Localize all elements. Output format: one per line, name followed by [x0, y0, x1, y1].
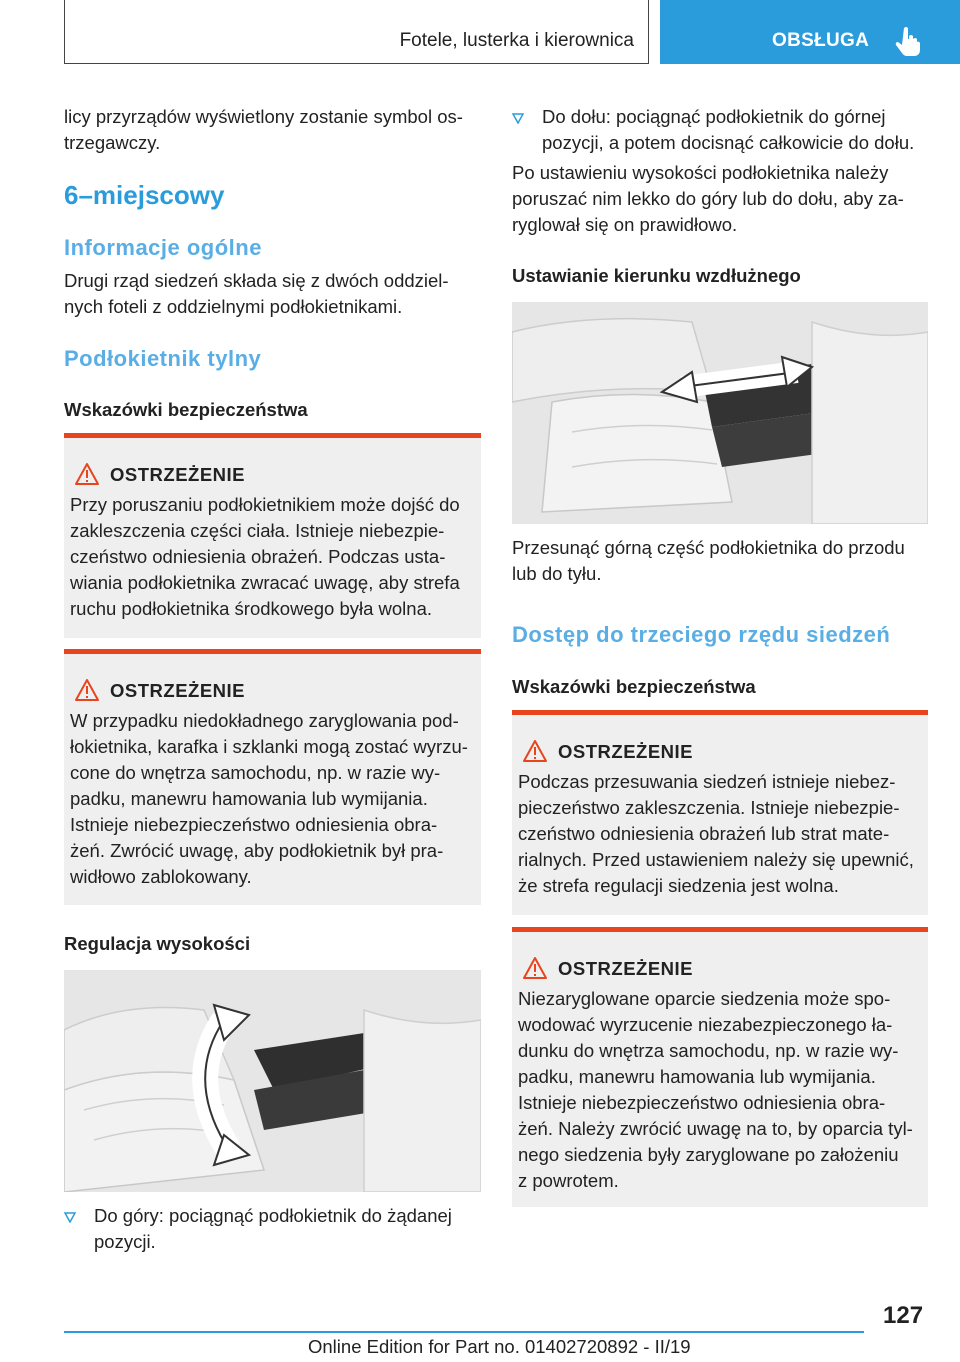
warning-text — [518, 986, 928, 1194]
warning-triangle-icon — [74, 678, 100, 702]
text-line: dunku do wnętrza samochodu, np. w razie wy- — [518, 1040, 899, 1061]
hand-pointer-icon — [892, 24, 924, 56]
text-line: czeństwo odniesienia obrażeń lub strat mate- — [518, 823, 890, 844]
slide-instruction-text — [512, 535, 905, 587]
armrest-slide-figure — [512, 302, 928, 524]
text-line: Do góry: pociągnąć podłokietnik do żądanej — [94, 1205, 452, 1226]
page-number: 127 — [883, 1302, 924, 1329]
text-line: Przesunąć górną część podłokietnika do przodu — [512, 537, 905, 558]
text-line: padku, manewru hamowania lub wymijania. — [70, 788, 428, 809]
heading-height-adjustment: Regulacja wysokości — [64, 933, 251, 954]
intro-text — [64, 104, 463, 156]
text-line: żeń. Zwrócić uwagę, aby podłokietnik był pra- — [70, 840, 444, 861]
warning-title: OSTRZEŻENIE — [110, 464, 246, 485]
warning-triangle-icon — [74, 462, 100, 486]
text-line: nego siedzenia były zaryglowane po założeniu — [518, 1144, 899, 1165]
footer-edition: Online Edition for Part no. 01402720892 - II/19 — [308, 1336, 691, 1357]
text-line: poruszać nim lekko do góry lub do dołu, aby za- — [512, 188, 904, 209]
warning-text — [70, 708, 480, 890]
warning-triangle-icon — [522, 739, 548, 763]
warning-box — [64, 433, 481, 638]
bullet-triangle-icon — [64, 1211, 76, 1223]
warning-box — [512, 927, 928, 1207]
text-line: z powrotem. — [518, 1170, 619, 1191]
text-line: wiania podłokietnika zwracać uwagę, aby strefa — [70, 572, 460, 593]
armrest-slide-illustration — [512, 302, 928, 524]
text-line: lub do tyłu. — [512, 563, 602, 584]
text-line: trzegawczy. — [64, 132, 161, 153]
heading-6-seat: 6–miejscowy — [64, 180, 225, 210]
list-item-text — [94, 1203, 452, 1255]
list-item — [64, 1203, 481, 1255]
text-line: ruchu podłokietnika środkowego była wolna. — [70, 598, 432, 619]
text-line: padku, manewru hamowania lub wymijania. — [518, 1066, 876, 1087]
chapter-title: Fotele, lusterka i kierownica — [399, 30, 634, 51]
text-line: Przy poruszaniu podłokietnikiem może dojść do — [70, 494, 460, 515]
text-line: widłowo zablokowany. — [70, 866, 252, 887]
heading-safety-notes: Wskazówki bezpieczeństwa — [64, 399, 308, 420]
text-line: zakleszczenia części ciała. Istnieje niebezpie- — [70, 520, 445, 541]
armrest-height-figure — [64, 970, 481, 1192]
heading-third-row-access: Dostęp do trzeciego rzędu siedzeń — [512, 622, 891, 647]
warning-text — [518, 769, 928, 899]
heading-longitudinal-adjustment: Ustawianie kierunku wzdłużnego — [512, 265, 801, 286]
heading-safety-notes: Wskazówki bezpieczeństwa — [512, 676, 756, 697]
header-chapter-box — [64, 0, 649, 64]
text-line: żeń. Należy zwrócić uwagę na to, by oparcia tyl- — [518, 1118, 913, 1139]
after-adjust-text — [512, 160, 904, 238]
text-line: pieczeństwo zakleszczenia. Istnieje niebezpie- — [518, 797, 900, 818]
bullet-triangle-icon — [512, 112, 524, 124]
text-line: rialnych. Przed ustawieniem należy się upewnić, — [518, 849, 914, 870]
text-line: W przypadku niedokładnego zaryglowania pod- — [70, 710, 459, 731]
text-line: Istnieje niebezpieczeństwo odniesienia obra- — [518, 1092, 886, 1113]
warning-title: OSTRZEŻENIE — [558, 741, 694, 762]
warning-text — [70, 492, 480, 622]
text-line: Drugi rząd siedzeń składa się z dwóch oddziel- — [64, 270, 449, 291]
footer-divider — [64, 1331, 864, 1333]
text-line: wodować wyrzucenie niezabezpieczonego ła- — [518, 1014, 893, 1035]
text-line: Podczas przesuwania siedzeń istnieje niebez- — [518, 771, 896, 792]
warning-title: OSTRZEŻENIE — [110, 680, 246, 701]
text-line: licy przyrządów wyświetlony zostanie symbol os- — [64, 106, 463, 127]
text-line: Do dołu: pociągnąć podłokietnik do górnej — [542, 106, 886, 127]
text-line: że strefa regulacji siedzenia jest wolna. — [518, 875, 839, 896]
list-item-text — [542, 104, 914, 156]
text-line: Po ustawieniu wysokości podłokietnika należy — [512, 162, 889, 183]
general-info-text — [64, 268, 449, 320]
text-line: pozycji. — [94, 1231, 156, 1252]
warning-box — [512, 710, 928, 915]
text-line: nych foteli z oddzielnymi podłokietnikami. — [64, 296, 403, 317]
header-section-tab[interactable] — [660, 0, 960, 64]
warning-box — [64, 649, 481, 905]
text-line: łokietnika, karafka i szklanki mogą zostać wyrzu- — [70, 736, 468, 757]
text-line: ryglował się on prawidłowo. — [512, 214, 738, 235]
warning-title: OSTRZEŻENIE — [558, 958, 694, 979]
section-label: OBSŁUGA — [772, 30, 870, 51]
list-item — [512, 104, 928, 156]
warning-triangle-icon — [522, 956, 548, 980]
text-line: pozycji, a potem docisnąć całkowicie do dołu. — [542, 132, 915, 153]
heading-rear-armrest: Podłokietnik tylny — [64, 346, 262, 371]
text-line: cone do wnętrza samochodu, np. w razie wy- — [70, 762, 441, 783]
text-line: Istnieje niebezpieczeństwo odniesienia obra- — [70, 814, 438, 835]
heading-general-info: Informacje ogólne — [64, 235, 262, 260]
text-line: Niezaryglowane oparcie siedzenia może spo- — [518, 988, 891, 1009]
armrest-height-illustration — [64, 970, 481, 1192]
text-line: czeństwo odniesienia obrażeń. Podczas usta- — [70, 546, 446, 567]
